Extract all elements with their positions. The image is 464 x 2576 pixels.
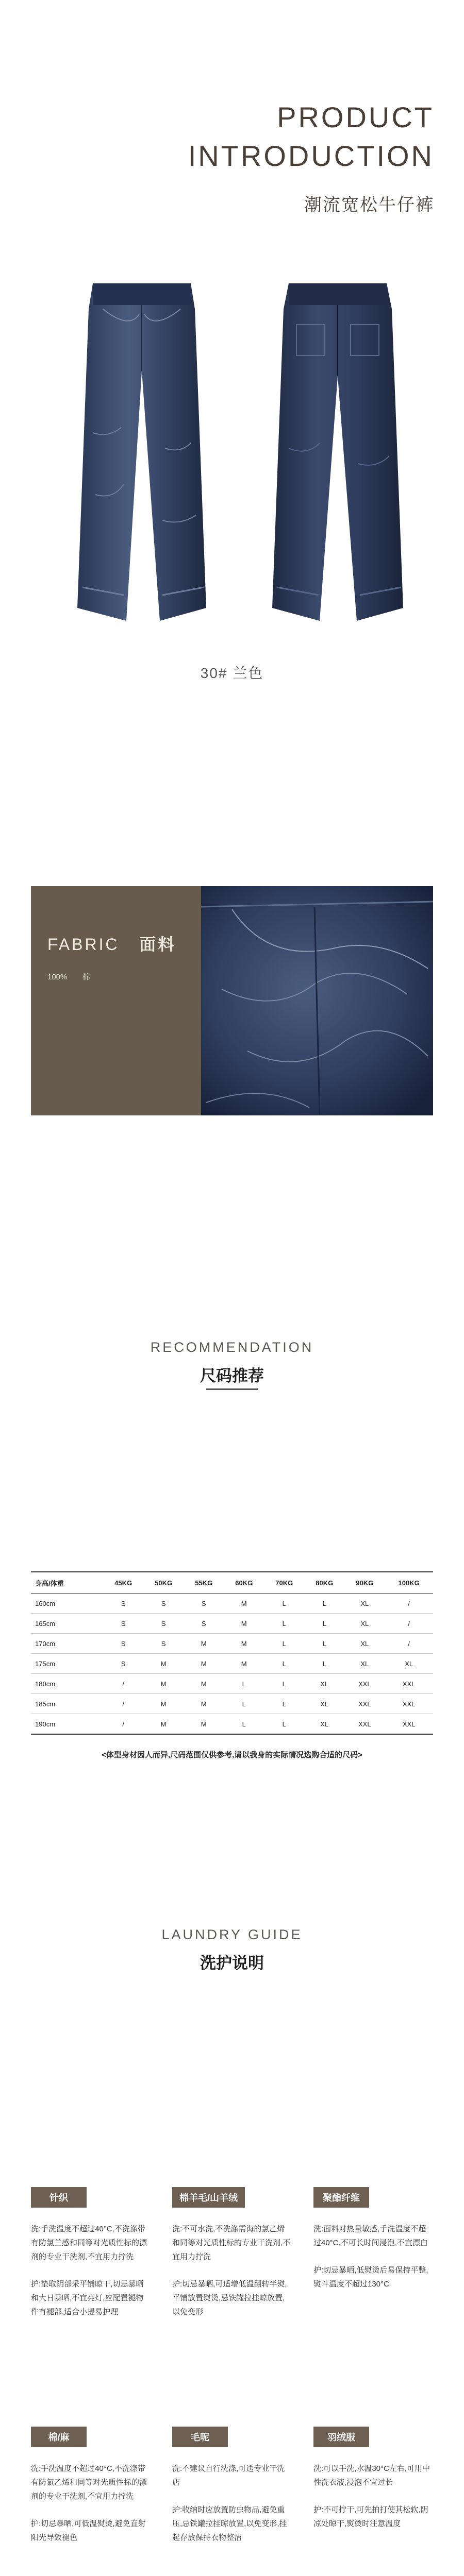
- table-cell: L: [264, 1654, 304, 1674]
- size-note: <体型身材因人而异,尺码范围仅供参考,请以我身的实际情况选购合适的尺码>: [102, 1751, 362, 1759]
- table-cell: 180cm: [31, 1674, 103, 1694]
- table-cell: M: [184, 1714, 224, 1735]
- table-cell: L: [304, 1594, 344, 1614]
- laundry-card-paragraph: 护:垫取阴部采平铺晾干,切忌暴晒和大日暴晒,不宜亮灯,应配置褪物件有褪部,适合小提易护理: [31, 2280, 144, 2316]
- laundry-card-label: 棉羊毛/山羊绒: [172, 2187, 245, 2208]
- table-cell: /: [385, 1594, 433, 1614]
- fabric-title: [47, 931, 176, 955]
- table-row: [31, 1714, 433, 1735]
- table-cell: XL: [385, 1654, 433, 1674]
- table-cell: M: [224, 1594, 264, 1614]
- table-cell: M: [184, 1694, 224, 1714]
- laundry-card-label: 棉/麻: [31, 2427, 87, 2447]
- table-cell: L: [264, 1614, 304, 1634]
- table-cell: L: [264, 1714, 304, 1735]
- laundry-card-label: 羽绒服: [313, 2427, 369, 2447]
- laundry-card-label: 针织: [31, 2187, 87, 2208]
- section-divider: [206, 1388, 258, 1390]
- table-cell: XXL: [385, 1694, 433, 1714]
- table-cell: S: [184, 1614, 224, 1634]
- laundry-card-label: 聚酯纤维: [313, 2187, 369, 2208]
- fabric-panel: [31, 886, 201, 1115]
- table-cell: XL: [344, 1594, 385, 1614]
- composition-percent: 100%: [47, 973, 68, 981]
- table-cell: L: [304, 1614, 344, 1634]
- table-row: [31, 1674, 433, 1694]
- table-cell: /: [103, 1694, 143, 1714]
- laundry-card-paragraph: 洗:不建议自行洗涤,可送专业干洗店: [172, 2464, 285, 2487]
- table-cell: S: [103, 1594, 143, 1614]
- size-table-header-cell: 55KG: [184, 1572, 224, 1594]
- table-cell: 175cm: [31, 1654, 103, 1674]
- table-cell: M: [143, 1694, 184, 1714]
- laundry-card-text: [31, 2222, 151, 2319]
- table-cell: XXL: [385, 1714, 433, 1735]
- size-table: [31, 1571, 433, 1735]
- laundry-section-title-cn: 洗护说明: [200, 1954, 264, 1972]
- table-cell: S: [103, 1654, 143, 1674]
- fabric-composition: [47, 971, 90, 982]
- table-cell: XL: [344, 1654, 385, 1674]
- laundry-card: [31, 2187, 151, 2332]
- table-cell: L: [304, 1634, 344, 1654]
- table-cell: L: [224, 1674, 264, 1694]
- table-cell: M: [184, 1634, 224, 1654]
- laundry-card-paragraph: 洗:不可水洗,不洗涤需海的氯乙烯和同等对光质性标的专业干洗剂,不宜用力拧洗: [172, 2225, 291, 2261]
- jeans-back-image: [268, 278, 407, 629]
- table-cell: S: [143, 1614, 184, 1634]
- laundry-card-paragraph: 护:切忌暴晒,可低温熨烫,避免直射阳光导致褪色: [31, 2519, 146, 2542]
- laundry-card-text: [31, 2462, 151, 2545]
- table-cell: M: [224, 1634, 264, 1654]
- table-cell: XL: [304, 1694, 344, 1714]
- table-cell: L: [264, 1634, 304, 1654]
- table-row: [31, 1614, 433, 1634]
- table-cell: XXL: [344, 1694, 385, 1714]
- laundry-card-paragraph: 洗:面料对热量敏感,手洗温度不超过40°C,不可长时间浸泡,不宜漂白: [313, 2225, 428, 2247]
- size-table-header-cell: 100KG: [385, 1572, 433, 1594]
- fabric-title-cn: 面料: [139, 935, 177, 954]
- size-table-header-cell: 70KG: [264, 1572, 304, 1594]
- table-row: [31, 1694, 433, 1714]
- laundry-card-paragraph: 护:切忌暴晒,低熨烫后易保持平整,熨斗温度不超过130°C: [313, 2266, 428, 2289]
- table-row: [31, 1594, 433, 1614]
- composition-material: 棉: [82, 973, 90, 981]
- table-cell: /: [385, 1634, 433, 1654]
- laundry-section-title-en: LAUNDRY GUIDE: [161, 1927, 303, 1942]
- table-cell: M: [224, 1654, 264, 1674]
- size-table-header-cell: 90KG: [344, 1572, 385, 1594]
- table-cell: 170cm: [31, 1634, 103, 1654]
- page-title-line1: PRODUCT: [277, 101, 434, 133]
- size-table-header-cell: 45KG: [103, 1572, 143, 1594]
- laundry-card-paragraph: 洗:可以手洗,水温30°C左右,可用中性洗衣液,浸泡不宜过长: [313, 2464, 430, 2487]
- size-table-header-cell: 身高/体重: [31, 1572, 103, 1594]
- laundry-card-text: [172, 2462, 292, 2545]
- laundry-card-text: [313, 2222, 433, 2291]
- table-cell: S: [143, 1634, 184, 1654]
- table-cell: L: [264, 1674, 304, 1694]
- laundry-card: [313, 2427, 433, 2544]
- table-cell: /: [103, 1714, 143, 1735]
- size-table-header-cell: 50KG: [143, 1572, 184, 1594]
- table-cell: S: [143, 1594, 184, 1614]
- table-cell: L: [264, 1594, 304, 1614]
- table-cell: M: [184, 1674, 224, 1694]
- table-cell: S: [184, 1594, 224, 1614]
- table-cell: M: [143, 1714, 184, 1735]
- table-cell: L: [264, 1694, 304, 1714]
- laundry-card: [172, 2187, 292, 2332]
- size-table-header: [31, 1572, 433, 1594]
- table-cell: L: [304, 1654, 344, 1674]
- table-cell: XL: [344, 1614, 385, 1634]
- table-cell: M: [224, 1614, 264, 1634]
- fabric-closeup-image: [201, 886, 433, 1115]
- table-cell: M: [143, 1654, 184, 1674]
- laundry-card: [172, 2427, 292, 2558]
- laundry-card: [313, 2187, 433, 2304]
- table-cell: 185cm: [31, 1694, 103, 1714]
- table-cell: /: [385, 1614, 433, 1634]
- table-cell: XL: [304, 1714, 344, 1735]
- table-cell: L: [224, 1714, 264, 1735]
- table-cell: XL: [304, 1674, 344, 1694]
- fabric-title-en: FABRIC: [47, 935, 120, 954]
- table-cell: 190cm: [31, 1714, 103, 1735]
- table-row: [31, 1654, 433, 1674]
- laundry-card: [31, 2427, 151, 2558]
- table-cell: XXL: [344, 1714, 385, 1735]
- table-cell: /: [103, 1674, 143, 1694]
- table-cell: M: [143, 1674, 184, 1694]
- size-table-header-cell: 60KG: [224, 1572, 264, 1594]
- table-cell: 165cm: [31, 1614, 103, 1634]
- color-caption: 30# 兰色: [200, 665, 264, 681]
- laundry-card-label: 毛呢: [172, 2427, 228, 2447]
- table-cell: XXL: [344, 1674, 385, 1694]
- laundry-card-text: [172, 2222, 292, 2319]
- laundry-card-paragraph: 护:切忌暴晒,可适增低温翻转半熨,平铺放置熨烫,忌铁罐拉挂晾放置,以免变形: [172, 2280, 287, 2316]
- size-table-body: [31, 1594, 433, 1735]
- table-cell: 160cm: [31, 1594, 103, 1614]
- laundry-card-paragraph: 洗:手洗温度不超过40°C,不洗涤带有防氯乙烯和同等对光质性标的漂剂的专业干洗剂,不宜用力拧洗: [31, 2464, 147, 2501]
- laundry-card-paragraph: 洗:手洗温度不超过40°C,不洗涤带有防氯兰感和同等对光质性标的漂剂的专业干洗剂,不宜用力拧洗: [31, 2225, 147, 2261]
- laundry-card-paragraph: 护:不可拧干,可先拍打使其松软,阴凉处晾干,熨烫时注意温度: [313, 2505, 428, 2528]
- laundry-card-paragraph: 护:收纳时应放置防虫物品,避免重压,忌铁罐拉挂晾放置,以免变形,挂起存放保持衣物整洁: [172, 2505, 287, 2542]
- page-title-line2: INTRODUCTION: [188, 140, 434, 172]
- table-cell: M: [184, 1654, 224, 1674]
- table-cell: XL: [344, 1634, 385, 1654]
- jeans-front-image: [72, 278, 211, 629]
- size-section-title-cn: 尺码推荐: [200, 1367, 264, 1385]
- table-row: [31, 1634, 433, 1654]
- table-cell: L: [224, 1694, 264, 1714]
- laundry-card-text: [313, 2462, 433, 2531]
- table-cell: S: [103, 1614, 143, 1634]
- size-section-title-en: RECOMMENDATION: [150, 1340, 314, 1355]
- page-subtitle: 潮流宽松牛仔裤: [304, 195, 434, 215]
- table-cell: XXL: [385, 1674, 433, 1694]
- size-table-header-cell: 80KG: [304, 1572, 344, 1594]
- table-cell: S: [103, 1634, 143, 1654]
